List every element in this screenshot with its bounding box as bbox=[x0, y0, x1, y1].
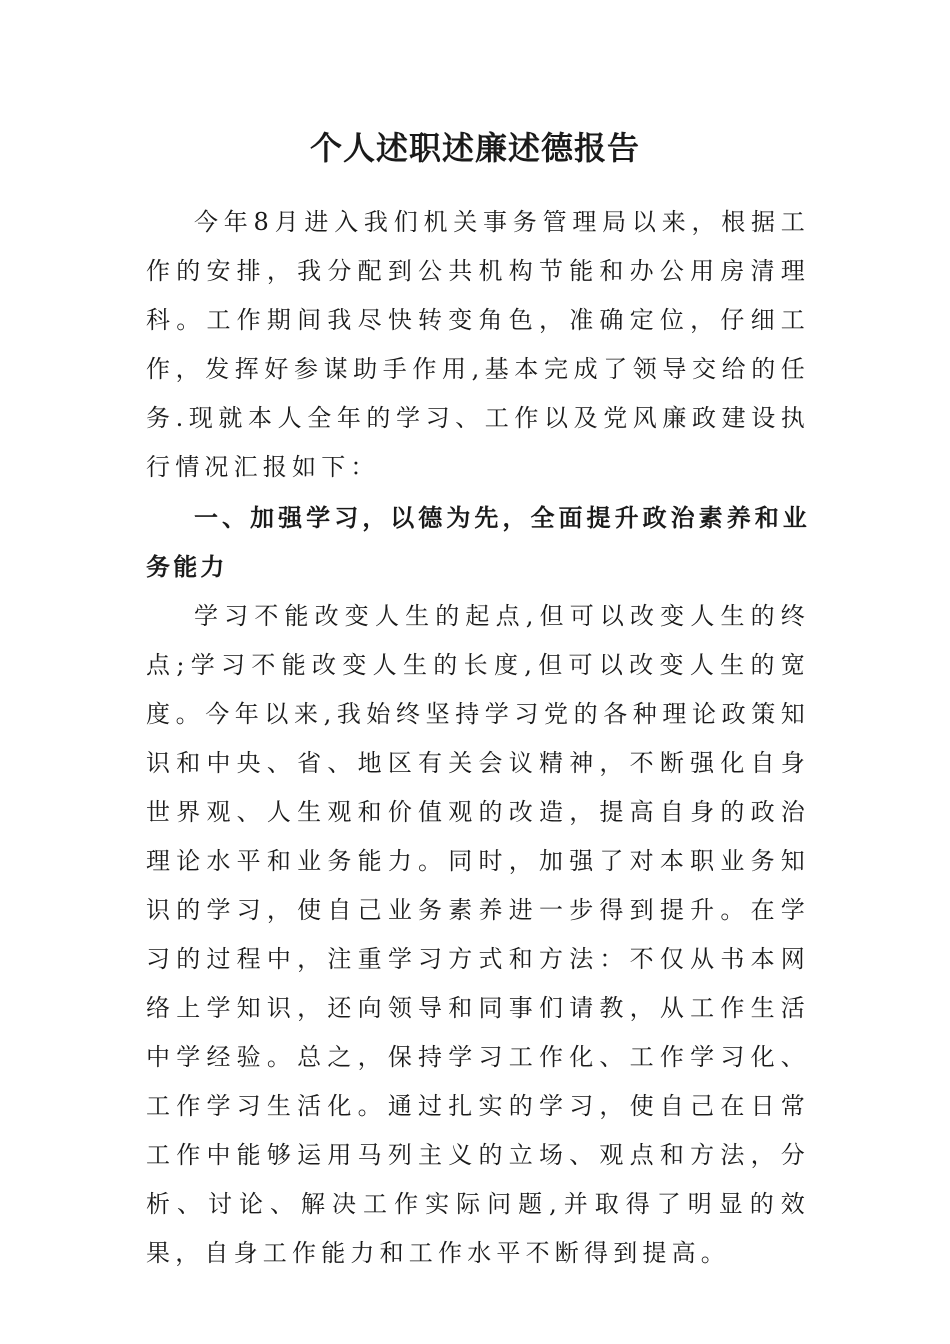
section-heading: 一、加强学习，以德为先，全面提升政治素养和业务能力 bbox=[146, 504, 810, 581]
page-title: 个人述职述廉述德报告 bbox=[309, 129, 640, 167]
document-body bbox=[146, 198, 810, 1278]
intro-paragraph: 今年8月进入我们机关事务管理局以来，根据工作的安排，我分配到公共机构节能和办公用房清理科。工作期间我尽快转变角色，准确定位，仔细工作，发挥好参谋助手作用,基本完成了领导交给的任务.现就本人全年的学习、工作以及党风廉政建设执行情况汇报如下： bbox=[146, 208, 810, 481]
section-paragraph: 学习不能改变人生的起点,但可以改变人生的终点;学习不能改变人生的长度,但可以改变人生的宽度。今年以来,我始终坚持学习党的各种理论政策知识和中央、省、地区有关会议精神，不断强化自身世界观、人生观和价值观的改造，提高自身的政治理论水平和业务能力。同时，加强了对本职业务知识的学习，使自己业务素养进一步得到提升。在学习的过程中，注重学习方式和方法：不仅从书本网络上学知识，还向领导和同事们请教，从工作生活中学经验。总之，保持学习工作化、工作学习化、工作学习生活化。通过扎实的学习，使自己在日常工作中能够运用马列主义的立场、观点和方法，分析、讨论、解决工作实际问题,并取得了明显的效果，自身工作能力和工作水平不断得到提高。 bbox=[146, 602, 810, 1267]
